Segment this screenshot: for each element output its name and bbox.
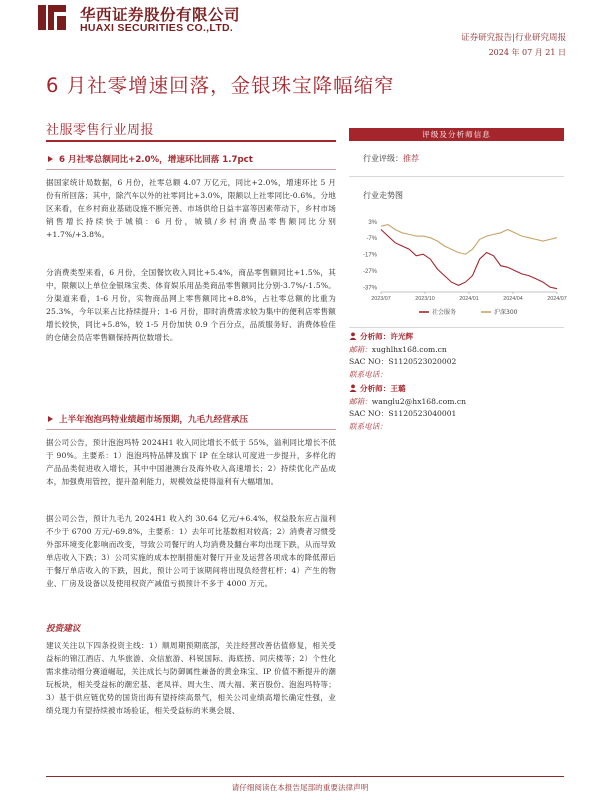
report-type: 证券研究报告|行业研究周报 xyxy=(461,33,566,43)
investment-paragraph: 建议关注以下四条投资主线：1）顺周期预期底部，关注经营改善估值修复，相关受益标的锦江酒店、九华旅游、众信旅游、科锐国际、海底捞、同庆楼等；2）个性化需求推动细分赛道崛起，关注成长与防御属性兼备的黄金珠宝、IP 价值不断提升的潮玩板块，相关受益标的潮宏基、老凤祥、周大生、周大福、莱百股份、泡泡玛特等；3）基于供应链优势的国货出海有望持续高景气，相关公司业绩高增长确定性强，业绩兑现力有望持续被市场验证，相关受益标的米奥会展、 xyxy=(46,641,336,716)
legal-notice: 请仔细阅读在本报告尾部的重要法律声明 xyxy=(231,783,369,792)
analyst-card xyxy=(349,383,564,433)
analyst-role: 分析师： xyxy=(360,384,391,393)
section-divider xyxy=(46,169,336,170)
trend-chart-title: 行业走势图 xyxy=(363,191,403,200)
y-tick-label: 3% xyxy=(368,219,377,226)
analyst-sac-row xyxy=(349,408,564,421)
analyst-sac: S1120523040001 xyxy=(388,409,457,419)
company-name-cn: 华西证券股份有限公司 xyxy=(80,6,241,24)
email-label: 邮箱： xyxy=(349,344,372,354)
analyst-email-row xyxy=(349,344,564,357)
paragraph: 据国家统计局数据，6 月份，社零总额 4.07 万亿元，同比+2.0%，增速环比 5 月份有所回落；其中，除汽车以外的社零同比+3.0%，限额以上社零同比-0.6%。分地区来看，在乡村商业基础设施不断完善、市场供给日益丰富等因素带动下，乡村市场销售增长持续快于城镇：6 月份，城镇/乡村消费品零售额同比分别+1.7%/+3.8%。 xyxy=(46,178,336,240)
analyst-name: 许光辉 xyxy=(390,332,414,341)
x-tick-label: 2024/04 xyxy=(503,296,523,302)
y-tick-label: -27% xyxy=(362,269,377,276)
analyst-email[interactable]: wanglu2@hx168.com.cn xyxy=(371,396,466,406)
legend-label: 沪深300 xyxy=(494,309,518,317)
y-tick-label: -37% xyxy=(362,285,377,292)
analyst-card xyxy=(349,331,564,381)
company-logo-icon xyxy=(37,4,67,31)
industry-rating xyxy=(363,153,419,164)
analyst-sac-row xyxy=(349,356,564,369)
sidebar-divider xyxy=(349,176,564,177)
sidebar-divider xyxy=(349,327,564,328)
paragraph: 据公司公告，预计九毛九 2024H1 收入约 30.64 亿元/+6.4%，权益股东应占溢利不少于 6700 万元/-69.8%，主要系：1）去年可比基数相对较高；2）消费者习惯受外部环境变化影响而改变，导致公司餐厅的人均消费及翻台率均出现下跌，从而导致单店收入下跌；3）公司实施的成本控制措施对餐厅开业及运营各项成本的降低滞后于餐厅单店收入的下跌，因此，预计公司于该期间将出现负经营杠杆；4）产生的物业、厂房及设备以及使用权资产减值亏损预计不多于 4000 万元。 xyxy=(46,514,336,589)
investment-heading: 投资建议 xyxy=(46,624,81,634)
analyst-contact-row xyxy=(349,421,564,434)
analyst-name-row xyxy=(349,331,564,344)
sac-label: SAC NO： xyxy=(349,409,389,419)
person-icon xyxy=(349,384,357,392)
legend-label: 社会服务 xyxy=(432,309,457,317)
email-label: 邮箱： xyxy=(349,396,372,406)
person-icon xyxy=(349,332,357,340)
contact-label: 联系电话： xyxy=(349,421,387,431)
analyst-sac: S1120523020002 xyxy=(388,357,457,367)
y-tick-label: -17% xyxy=(362,252,377,259)
x-tick-label: 2024/01 xyxy=(459,296,479,302)
paragraph: 分消费类型来看，6 月份，全国餐饮收入同比+5.4%，商品零售额同比+1.5%，其中，限额以上单位金银珠宝类、体育娱乐用品类商品零售额同比分别-3.7%/-1.5%。分渠道来看，1-6 月份，实物商品网上零售额同比+8.8%，占社零总额的比重为 25.3%，今年以来占比持续提升；1-6 月份，即时消费需求较为集中的便利店零售额增长较快，同比+5.8%，较 1-5 月份加快 0.9 个百分点，品质服务好、消费体验佳的仓储会员店零售额保持两位数增长。 xyxy=(46,268,336,343)
analyst-email-row xyxy=(349,396,564,409)
analyst-name: 王璐 xyxy=(390,384,406,393)
x-tick-label: 2024/07 xyxy=(547,296,567,302)
footer-divider xyxy=(46,776,564,777)
report-title: 6 月社零增速回落，金银珠宝降幅缩窄 xyxy=(46,74,395,97)
report-date: 2024 年 07 月 21 日 xyxy=(488,48,566,57)
subtitle-divider xyxy=(46,140,336,142)
series-line-csi300 xyxy=(381,225,557,255)
industry-trend-chart xyxy=(349,208,567,323)
x-tick-label: 2023/10 xyxy=(415,296,435,302)
y-tick-label: -7% xyxy=(366,236,377,243)
contact-label: 联系电话： xyxy=(349,369,387,379)
analyst-contact-row xyxy=(349,369,564,382)
section-divider xyxy=(46,429,336,430)
triangle-bullet-icon xyxy=(48,156,53,162)
section-heading xyxy=(46,411,336,427)
paragraph: 据公司公告，预计泡泡玛特 2024H1 收入同比增长不低于 55%，溢利同比增长不低于 90%。主要系：1）泡泡玛特品牌及旗下 IP 在全球认可度进一步提升，多样化的产品品类促进收入增长，其中中国港澳台及海外收入高速增长；2）持续优化产品成本，加强费用管控，提升盈利能力，规模效益使得溢利有大幅增加。 xyxy=(46,438,336,487)
analyst-name-row xyxy=(349,383,564,396)
x-tick-label: 2023/07 xyxy=(371,296,391,302)
rating-value: 推荐 xyxy=(403,154,419,163)
sac-label: SAC NO： xyxy=(349,357,389,367)
triangle-bullet-icon xyxy=(48,416,53,422)
rating-label: 行业评级： xyxy=(363,154,403,163)
section-heading xyxy=(46,151,336,167)
section-heading-text: 6 月社零总额同比+2.0%，增速环比回落 1.7pct xyxy=(59,155,253,165)
section-heading-text: 上半年泡泡玛特业绩超市场预期，九毛九经营承压 xyxy=(59,415,249,425)
sidebar-header: 评级及分析师信息 xyxy=(349,128,564,141)
analyst-email[interactable]: xughlhx168.com.cn xyxy=(371,344,447,354)
report-subtitle: 社服零售行业周报 xyxy=(46,123,155,138)
analyst-role: 分析师： xyxy=(360,332,391,341)
company-name-en: HUAXI SECURITIES CO.,LTD. xyxy=(80,22,234,34)
